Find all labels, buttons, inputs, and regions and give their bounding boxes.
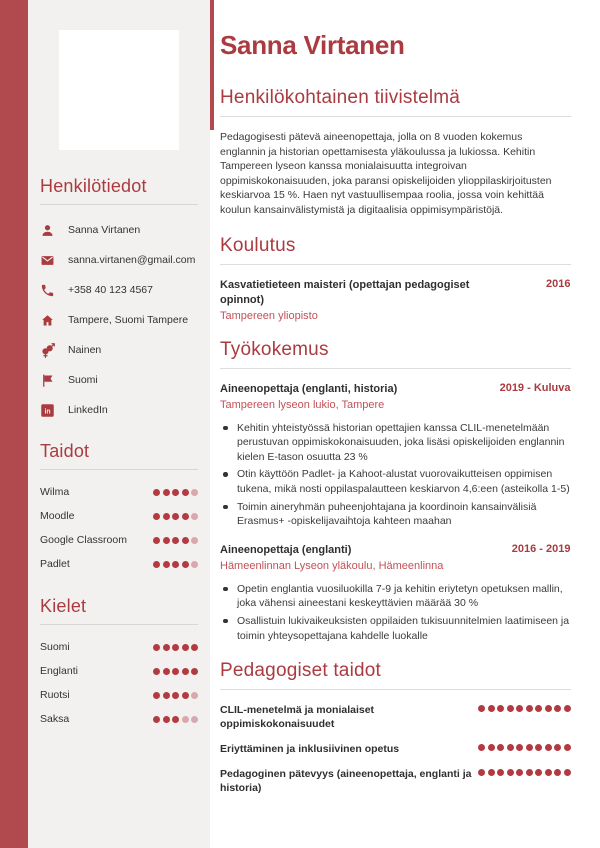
- experience-bullet-list: [220, 582, 571, 643]
- skill-row-label: Google Classroom: [40, 534, 127, 546]
- language-row: [40, 659, 198, 683]
- skill-row: [40, 504, 198, 528]
- rating-dot: [172, 537, 179, 544]
- rating-dot: [153, 513, 160, 520]
- experience-period: 2016 - 2019: [511, 542, 571, 555]
- education-section: [220, 235, 571, 322]
- rating-dots: [153, 489, 198, 496]
- experience-bullet: Otin käyttöön Padlet- ja Kahoot-alustat vuorovaikutteisen oppimisen tukena, mikä nosti oppilaspalautteen keskiarvon 4,6:een (asteikolla 1-5): [220, 467, 571, 496]
- education-entry: [220, 278, 571, 322]
- education-period: 2016: [546, 277, 571, 290]
- rating-dot: [153, 537, 160, 544]
- skill-row-label: Wilma: [40, 486, 70, 498]
- experience-bullet: Kehitin yhteistyössä historian opettajien kanssa CLIL-menetelmään perustuvan oppimiskokonaisuuden, joka lisäsi opiskelijoiden englannin kielen E-tason osuutta 23 %: [220, 421, 571, 465]
- rating-dot: [526, 744, 533, 751]
- experience-title: Aineenopettaja (englanti, historia): [220, 382, 398, 395]
- rating-dot: [535, 769, 542, 776]
- language-row-label: Ruotsi: [40, 689, 70, 701]
- rating-dot: [153, 716, 160, 723]
- rating-dot: [478, 769, 485, 776]
- rating-dot: [163, 513, 170, 520]
- phone-icon: [40, 283, 55, 298]
- pedagogical-skill-label: Eriyttäminen ja inklusiivinen opetus: [220, 743, 400, 756]
- skill-row-label: Padlet: [40, 558, 70, 570]
- rating-dot: [554, 744, 561, 751]
- divider: [40, 624, 198, 625]
- skill-row-label: Moodle: [40, 510, 75, 522]
- experience-heading: Työkokemus: [220, 339, 571, 369]
- rating-dot: [182, 489, 189, 496]
- rating-dot: [153, 561, 160, 568]
- svg-text:in: in: [44, 407, 51, 415]
- skill-list: [40, 480, 198, 576]
- rating-dot: [535, 744, 542, 751]
- contact-item-label: Nainen: [68, 344, 102, 356]
- sidebar-heading-languages: Kielet: [40, 596, 87, 616]
- pedagogical-skill-row: [220, 703, 571, 731]
- profile-photo-placeholder: [59, 30, 179, 150]
- rating-dot: [507, 705, 514, 712]
- rating-dot: [526, 705, 533, 712]
- rating-dot: [182, 716, 189, 723]
- rating-dot: [191, 561, 198, 568]
- language-row: [40, 707, 198, 731]
- home-icon: [40, 313, 55, 328]
- rating-dot: [488, 705, 495, 712]
- rating-dot: [507, 744, 514, 751]
- rating-dot: [182, 692, 189, 699]
- rating-dot: [191, 537, 198, 544]
- rating-dot: [488, 769, 495, 776]
- rating-dot: [497, 744, 504, 751]
- contact-item: [40, 275, 198, 305]
- gender-icon: [40, 343, 55, 358]
- rating-dot: [163, 692, 170, 699]
- rating-dot: [172, 489, 179, 496]
- rating-dot: [172, 668, 179, 675]
- rating-dots: [153, 692, 198, 699]
- experience-section: [220, 339, 571, 644]
- rating-dot: [172, 644, 179, 651]
- rating-dot: [153, 668, 160, 675]
- rating-dot: [191, 668, 198, 675]
- language-row-label: Suomi: [40, 641, 70, 653]
- language-row: [40, 635, 198, 659]
- sidebar-heading-personal: Henkilötiedot: [40, 176, 147, 196]
- rating-dot: [182, 644, 189, 651]
- rating-dot: [554, 769, 561, 776]
- skill-row: [40, 528, 198, 552]
- contact-item: [40, 245, 198, 275]
- language-list: [40, 635, 198, 731]
- rating-dot: [564, 705, 571, 712]
- rating-dots: [153, 644, 198, 651]
- rating-dot: [153, 692, 160, 699]
- language-row-label: Saksa: [40, 713, 70, 725]
- experience-entry: [220, 382, 571, 529]
- rating-dot: [153, 644, 160, 651]
- rating-dots: [153, 716, 198, 723]
- rating-dot: [191, 489, 198, 496]
- experience-period: 2019 - Kuluva: [499, 381, 571, 394]
- rating-dot: [191, 716, 198, 723]
- pedagogical-skills-heading: Pedagogiset taidot: [220, 660, 571, 690]
- rating-dot: [516, 705, 523, 712]
- education-title: Kasvatietieteen maisteri (opettajan pedagogiset opinnot): [220, 278, 470, 306]
- rating-dot: [526, 769, 533, 776]
- experience-entry: [220, 543, 571, 643]
- contact-item-label: Tampere, Suomi Tampere: [68, 314, 189, 326]
- rating-dot: [191, 692, 198, 699]
- experience-entry-header: [220, 543, 571, 558]
- rating-dot: [163, 716, 170, 723]
- contact-item: [40, 215, 198, 245]
- pedagogical-skill-list: [220, 703, 571, 795]
- contact-item-label: +358 40 123 4567: [68, 284, 153, 296]
- rating-dot: [497, 769, 504, 776]
- sidebar-content-divider-accent: [210, 0, 214, 130]
- experience-organization: Tampereen lyseon lukio, Tampere: [220, 398, 385, 411]
- pedagogical-skill-label: CLIL-menetelmä ja monialaiset oppimiskokonaisuudet: [220, 704, 375, 731]
- pedagogical-skill-row: [220, 767, 571, 795]
- rating-dot: [172, 716, 179, 723]
- rating-dot: [564, 769, 571, 776]
- rating-dot: [172, 513, 179, 520]
- pedagogical-skill-row: [220, 742, 571, 756]
- rating-dot: [153, 489, 160, 496]
- contact-item-label: Sanna Virtanen: [68, 224, 141, 236]
- envelope-icon: [40, 253, 55, 268]
- rating-dot: [564, 744, 571, 751]
- rating-dot: [535, 705, 542, 712]
- rating-dots: [478, 744, 571, 751]
- experience-title: Aineenopettaja (englanti): [220, 543, 352, 556]
- divider: [40, 469, 198, 470]
- experience-bullet: Toimin aineryhmän puheenjohtajana ja koordinoin kansainvälisiä Erasmus+ -opiskelijavaihtoja kahteen maahan: [220, 500, 571, 529]
- rating-dot: [163, 561, 170, 568]
- language-row-label: Englanti: [40, 665, 78, 677]
- rating-dot: [163, 537, 170, 544]
- rating-dots: [153, 668, 198, 675]
- rating-dots: [478, 705, 571, 712]
- flag-icon: [40, 373, 55, 388]
- rating-dot: [182, 537, 189, 544]
- rating-dots: [153, 537, 198, 544]
- rating-dot: [163, 644, 170, 651]
- rating-dot: [163, 489, 170, 496]
- contact-item: [40, 395, 198, 425]
- education-institution: Tampereen yliopisto: [220, 309, 318, 322]
- rating-dot: [191, 513, 198, 520]
- rating-dot: [554, 705, 561, 712]
- skill-row: [40, 552, 198, 576]
- rating-dot: [163, 668, 170, 675]
- skill-row: [40, 480, 198, 504]
- rating-dot: [516, 769, 523, 776]
- rating-dot: [172, 561, 179, 568]
- rating-dot: [497, 705, 504, 712]
- contact-item-label: Suomi: [68, 374, 98, 386]
- experience-bullet: Osallistuin lukivaikeuksisten oppilaiden tukisuunnitelmien laatimiseen ja toimin yhteysopettajana kahdelle luokalle: [220, 614, 571, 643]
- pedagogical-skills-section: [220, 660, 571, 795]
- experience-bullet-list: [220, 421, 571, 529]
- rating-dots: [478, 769, 571, 776]
- experience-list: [220, 382, 571, 644]
- rating-dots: [153, 561, 198, 568]
- main-content: [210, 0, 600, 848]
- education-heading: Koulutus: [220, 235, 571, 265]
- summary-section: [220, 87, 571, 218]
- rating-dot: [545, 769, 552, 776]
- contact-item-label: LinkedIn: [68, 404, 108, 416]
- rating-dot: [478, 744, 485, 751]
- rating-dots: [153, 513, 198, 520]
- experience-bullet: Opetin englantia vuosiluokilla 7-9 ja kehitin eriytetyn opetuksen mallin, joka vähensi aineestani keskeyttävien määrää 30 %: [220, 582, 571, 611]
- language-row: [40, 683, 198, 707]
- pedagogical-skill-label: Pedagoginen pätevyys (aineenopettaja, englanti ja historia): [220, 768, 472, 795]
- sidebar-heading-skills: Taidot: [40, 441, 90, 461]
- rating-dot: [516, 744, 523, 751]
- page-title: Sanna Virtanen: [220, 30, 405, 60]
- experience-organization: Hämeenlinnan Lyseon yläkoulu, Hämeenlinna: [220, 559, 444, 572]
- rating-dot: [545, 744, 552, 751]
- summary-heading: Henkilökohtainen tiivistelmä: [220, 87, 571, 117]
- sidebar: [28, 0, 210, 848]
- rating-dot: [488, 744, 495, 751]
- rating-dot: [182, 668, 189, 675]
- divider: [40, 204, 198, 205]
- contact-item-label: sanna.virtanen@gmail.com: [68, 254, 196, 266]
- rating-dot: [191, 644, 198, 651]
- contact-list: [40, 215, 198, 425]
- contact-item: [40, 335, 198, 365]
- rating-dot: [182, 513, 189, 520]
- summary-text: Pedagogisesti pätevä aineenopettaja, jolla on 8 vuoden kokemus englannin ja historian opettamisesta yläkoulussa ja lukiossa. Kehitin Tampereen lyseon kanssa monialaisuutta integroivan oppimiskokonaisuuden, joka paransi opiskelijoiden ylioppilaskirjoitusten keskiarvoa 15 %. Haen nyt vastuullisempaa roolia, jossa voin kehittää koulun kansainvälistymistä ja digitaalisia oppimisympäristöjä.: [220, 131, 552, 216]
- rating-dot: [182, 561, 189, 568]
- person-icon: [40, 223, 55, 238]
- contact-item: [40, 305, 198, 335]
- contact-item: [40, 365, 198, 395]
- rating-dot: [172, 692, 179, 699]
- rating-dot: [545, 705, 552, 712]
- experience-entry-header: [220, 382, 571, 397]
- rating-dot: [507, 769, 514, 776]
- linkedin-icon: [40, 403, 55, 418]
- rating-dot: [478, 705, 485, 712]
- left-accent-bar: [0, 0, 28, 848]
